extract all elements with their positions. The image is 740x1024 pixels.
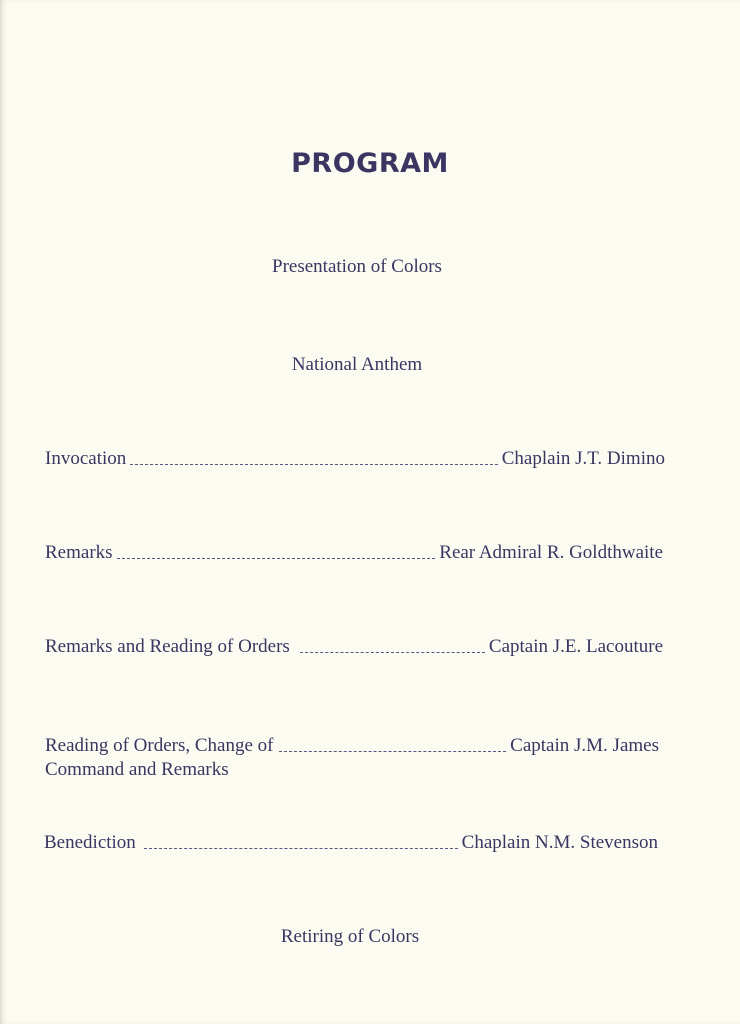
program-item-change-of-command <box>45 734 659 782</box>
item-speaker: Rear Admiral R. Goldthwaite <box>439 542 663 563</box>
dotted-leader <box>117 557 436 559</box>
item-label-line2: Command and Remarks <box>45 759 229 780</box>
program-item-invocation <box>45 448 665 470</box>
presentation-of-colors: Presentation of Colors <box>272 256 442 277</box>
item-label: Invocation <box>45 448 127 469</box>
item-speaker: Chaplain N.M. Stevenson <box>461 832 658 853</box>
item-speaker: Captain J.E. Lacouture <box>488 636 663 657</box>
item-label: Remarks and Reading of Orders <box>45 636 290 657</box>
dotted-leader <box>130 463 497 465</box>
dotted-leader <box>300 651 485 653</box>
item-label-line1: Reading of Orders, Change of <box>45 735 274 756</box>
item-label: Benediction <box>44 832 136 853</box>
program-item-remarks <box>45 542 663 564</box>
program-item-remarks-reading-orders <box>45 636 663 658</box>
item-label: Remarks <box>45 542 113 563</box>
dotted-leader <box>279 750 506 752</box>
retiring-of-colors: Retiring of Colors <box>280 926 420 947</box>
dotted-leader <box>144 847 458 849</box>
program-item-benediction <box>44 832 658 854</box>
item-speaker: Captain J.M. James <box>510 735 659 756</box>
item-label <box>45 734 273 782</box>
page-title: PROGRAM <box>291 148 449 179</box>
national-anthem: National Anthem <box>291 354 423 375</box>
item-speaker: Chaplain J.T. Dimino <box>501 448 665 469</box>
